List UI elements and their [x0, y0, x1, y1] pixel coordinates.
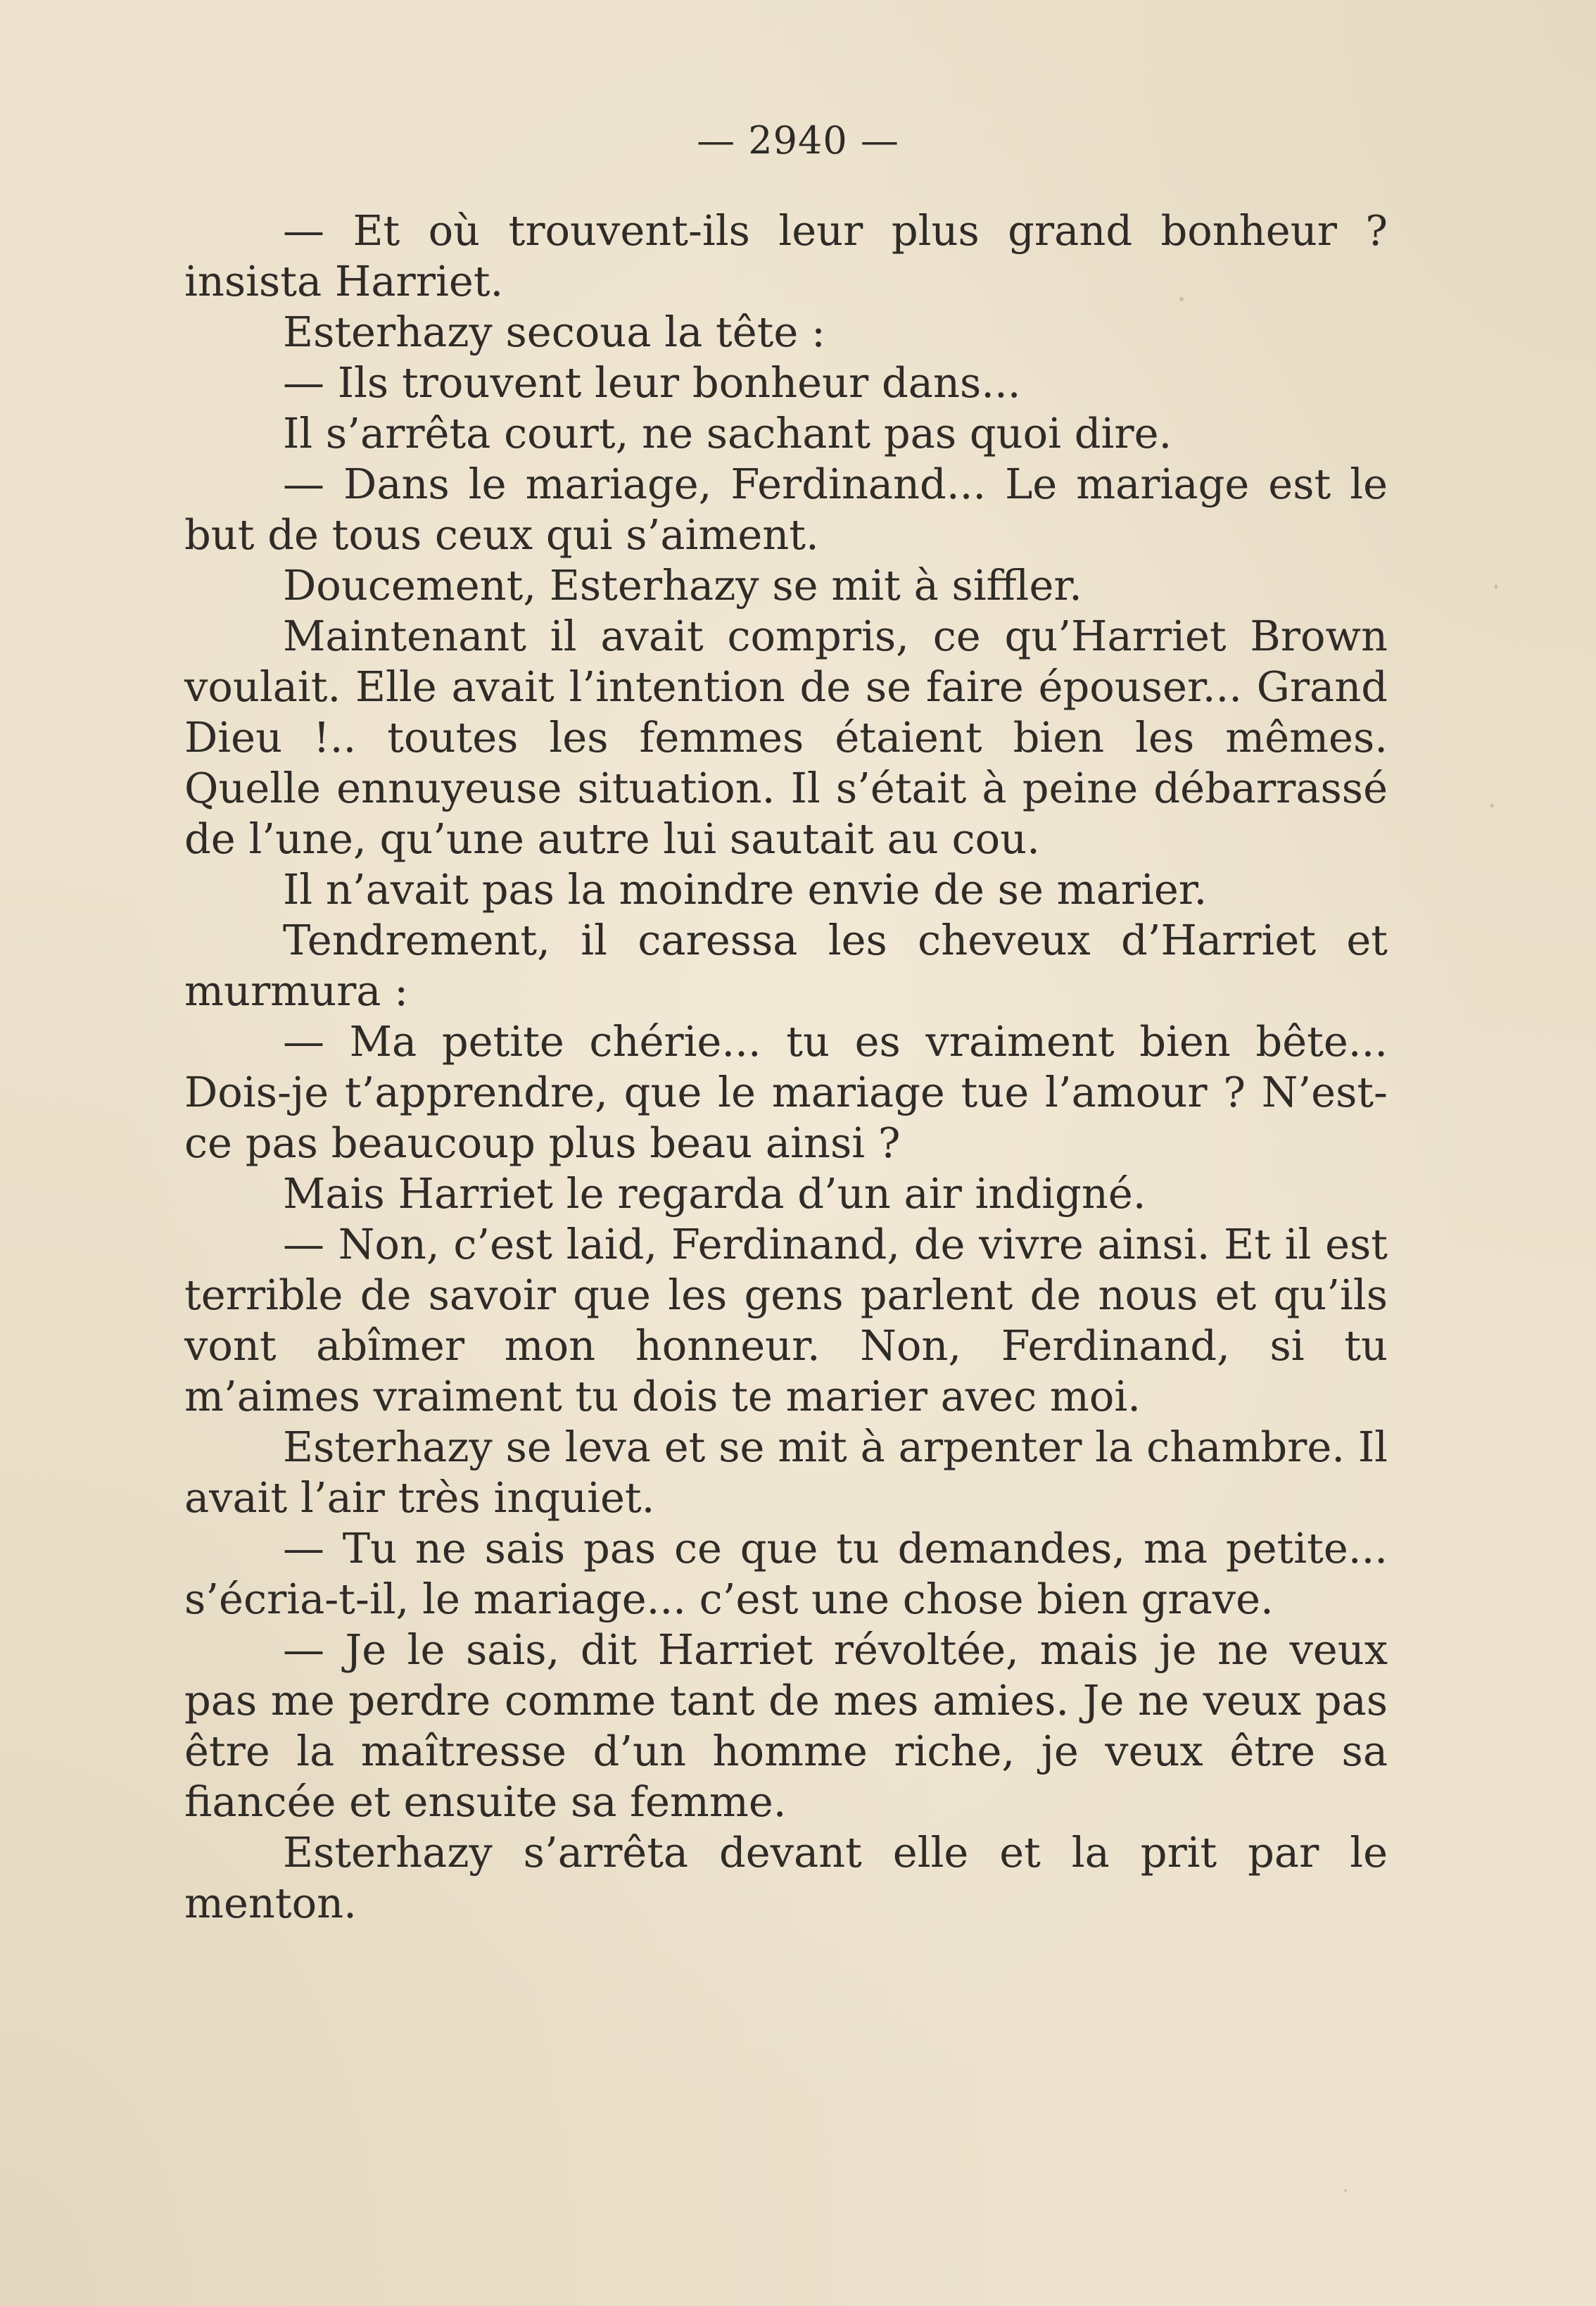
paragraph: Esterhazy se leva et se mit à arpenter la chambre. Il avait l’air très inquiet.: [184, 1423, 1388, 1522]
paragraph: — Dans le mariage, Ferdinand... Le mariage est le but de tous ceux qui s’aiment.: [184, 460, 1388, 559]
paper-speck: [1490, 804, 1494, 807]
paragraph: Maintenant il avait compris, ce qu’Harriet Brown voulait. Elle avait l’intention de se faire épouser... Grand Dieu !.. toutes les femmes étaient bien les mêmes. Quelle ennuyeuse situation. Il s’était à peine débarrassé de l’une, qu’une autre lui sautait au cou.: [184, 612, 1388, 863]
paragraph: — Et où trouvent-ils leur plus grand bonheur ? insista Harriet.: [184, 206, 1388, 305]
body-text: [184, 206, 1388, 1929]
paragraph: Doucement, Esterhazy se mit à siffler.: [283, 561, 1082, 610]
paragraph: — Je le sais, dit Harriet révoltée, mais je ne veux pas me perdre comme tant de mes amies. Je ne veux pas être la maîtresse d’un homme riche, je veux être sa fiancée et ensuite sa femme.: [184, 1625, 1388, 1826]
paragraph: Tendrement, il caressa les cheveux d’Harriet et murmura :: [184, 916, 1388, 1015]
paper-speck: [1495, 584, 1497, 589]
paragraph: Mais Harriet le regarda d’un air indigné.: [283, 1169, 1146, 1218]
page-number: — 2940 —: [697, 118, 899, 163]
paragraph: Il n’avait pas la moindre envie de se marier.: [283, 865, 1208, 914]
paragraph: Il s’arrêta court, ne sachant pas quoi dire.: [283, 409, 1172, 458]
paragraph: — Tu ne sais pas ce que tu demandes, ma petite... s’écria-t-il, le mariage... c’est une chose bien grave.: [184, 1524, 1388, 1623]
paragraph: — Ma petite chérie... tu es vraiment bien bête... Dois-je t’apprendre, que le mariage tue l’amour ? N’est-ce pas beaucoup plus beau ainsi ?: [184, 1017, 1388, 1167]
paragraph: Esterhazy secoua la tête :: [283, 308, 825, 356]
paragraph: Esterhazy s’arrêta devant elle et la prit par le menton.: [184, 1828, 1388, 1927]
paragraph: — Ils trouvent leur bonheur dans...: [283, 358, 1021, 407]
paragraph: — Non, c’est laid, Ferdinand, de vivre ainsi. Et il est terrible de savoir que les gens parlent de nous et qu’ils vont abîmer mon honneur. Non, Ferdinand, si tu m’aimes vraiment tu dois te marier avec moi.: [184, 1220, 1388, 1420]
paper-speck: [1344, 2189, 1347, 2192]
